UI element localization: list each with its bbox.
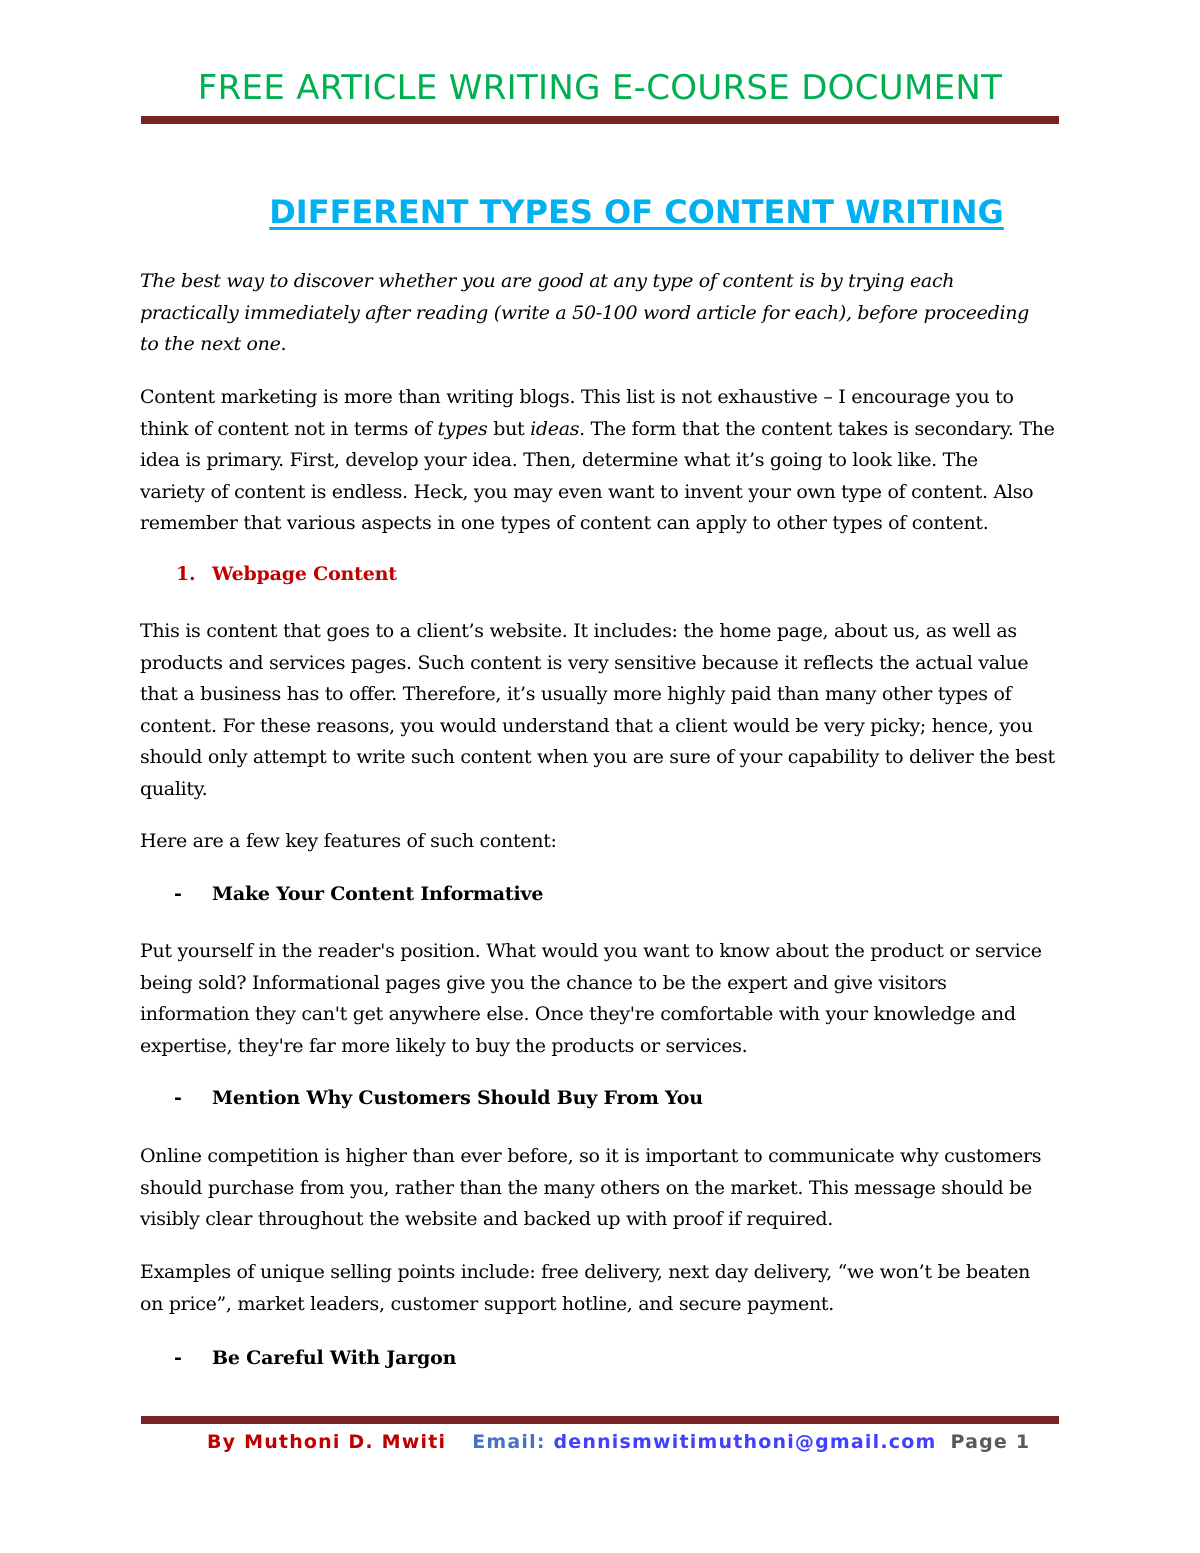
- bullet-heading-informative: [174, 883, 543, 905]
- bullet-heading-jargon: [174, 1347, 456, 1369]
- bullet-title: Mention Why Customers Should Buy From You: [212, 1087, 703, 1109]
- footer-divider: [141, 1416, 1059, 1424]
- emphasis-types: types: [437, 417, 488, 440]
- informative-paragraph: [140, 936, 1060, 1062]
- footer-email-link[interactable]: dennismwitimuthoni@gmail.com: [553, 1431, 937, 1453]
- intro-line: to the next one.: [140, 333, 287, 355]
- page-footer: [207, 1431, 1030, 1453]
- section-number: 1.: [176, 563, 196, 585]
- section-title: Webpage Content: [212, 563, 397, 585]
- page-title: DIFFERENT TYPES OF CONTENT WRITING: [269, 193, 1004, 231]
- bullet-title: Be Careful With Jargon: [212, 1347, 457, 1369]
- document-header-title: FREE ARTICLE WRITING E-COURSE DOCUMENT: [197, 68, 1003, 108]
- emphasis-ideas: ideas: [530, 417, 580, 440]
- intro-line: The best way to discover whether you are good at any type of content is by trying each: [140, 270, 955, 292]
- paragraph-line: remember that various aspects in one types of content can apply to other types of content.: [140, 512, 989, 534]
- paragraph-line: idea is primary. First, develop your idea. Then, determine what it’s going to look like. The: [140, 449, 978, 471]
- paragraph-line: Put yourself in the reader's position. What would you want to know about the product or service: [140, 940, 1042, 962]
- paragraph-line: information they can't get anywhere else. Once they're comfortable with your knowledge and: [140, 1003, 1016, 1025]
- bullet-dash: -: [174, 1087, 182, 1109]
- text-run: but: [487, 417, 531, 440]
- text-run: think of content not in terms of: [140, 417, 438, 440]
- paragraph-line: that a business has to offer. Therefore, it’s usually more highly paid than many other types of: [140, 683, 1012, 705]
- footer-author: By Muthoni D. Mwiti: [207, 1431, 447, 1453]
- paragraph-line: quality.: [140, 777, 208, 800]
- paragraph-line: content. For these reasons, you would understand that a client would be very picky; hence, you: [140, 714, 1033, 737]
- paragraph-line: Content marketing is more than writing blogs. This list is not exhaustive – I encourage you to: [140, 386, 1014, 408]
- content-marketing-paragraph: [140, 382, 1060, 540]
- footer-page-number: Page 1: [950, 1431, 1031, 1453]
- paragraph-line: expertise, they're far more likely to buy the products or services.: [140, 1034, 748, 1057]
- text-run: . The form that the content takes is secondary. The: [579, 417, 1055, 440]
- paragraph-line: on price”, market leaders, customer support hotline, and secure payment.: [140, 1292, 834, 1315]
- paragraph-line: should purchase from you, rather than the many others on the market. This message should be: [140, 1176, 1032, 1199]
- header-divider: [141, 116, 1059, 124]
- intro-line: practically immediately after reading (write a 50-100 word article for each), before proceeding: [140, 301, 1030, 324]
- footer-email-label: Email:: [472, 1431, 554, 1453]
- bullet-heading-why-buy: [174, 1087, 703, 1109]
- bullet-dash: -: [174, 1347, 182, 1369]
- paragraph-line: Online competition is higher than ever before, so it is important to communicate why customers: [140, 1145, 1042, 1167]
- paragraph-line: Examples of unique selling points include: free delivery, next day delivery, “we won’t be beaten: [140, 1261, 1031, 1283]
- paragraph-line: visibly clear throughout the website and backed up with proof if required.: [140, 1208, 834, 1230]
- webpage-content-paragraph: [140, 616, 1060, 805]
- paragraph-line: This is content that goes to a client’s website. It includes: the home page, about us, as well as: [140, 620, 1017, 642]
- section-heading-webpage-content: [176, 563, 397, 585]
- bullet-dash: -: [174, 883, 182, 905]
- intro-paragraph: [140, 266, 1060, 361]
- paragraph-line: being sold? Informational pages give you the chance to be the expert and give visitors: [140, 971, 947, 994]
- paragraph-line: [140, 414, 1060, 446]
- bullet-title: Make Your Content Informative: [212, 883, 544, 905]
- paragraph-line: variety of content is endless. Heck, you may even want to invent your own type of content. Also: [140, 480, 1034, 503]
- paragraph-line: products and services pages. Such content is very sensitive because it reflects the actual value: [140, 651, 1029, 674]
- key-features-intro: Here are a few key features of such content:: [140, 830, 557, 852]
- competition-paragraph: [140, 1141, 1060, 1236]
- paragraph-line: should only attempt to write such content when you are sure of your capability to deliver the best: [140, 746, 1055, 768]
- selling-points-paragraph: [140, 1257, 1060, 1320]
